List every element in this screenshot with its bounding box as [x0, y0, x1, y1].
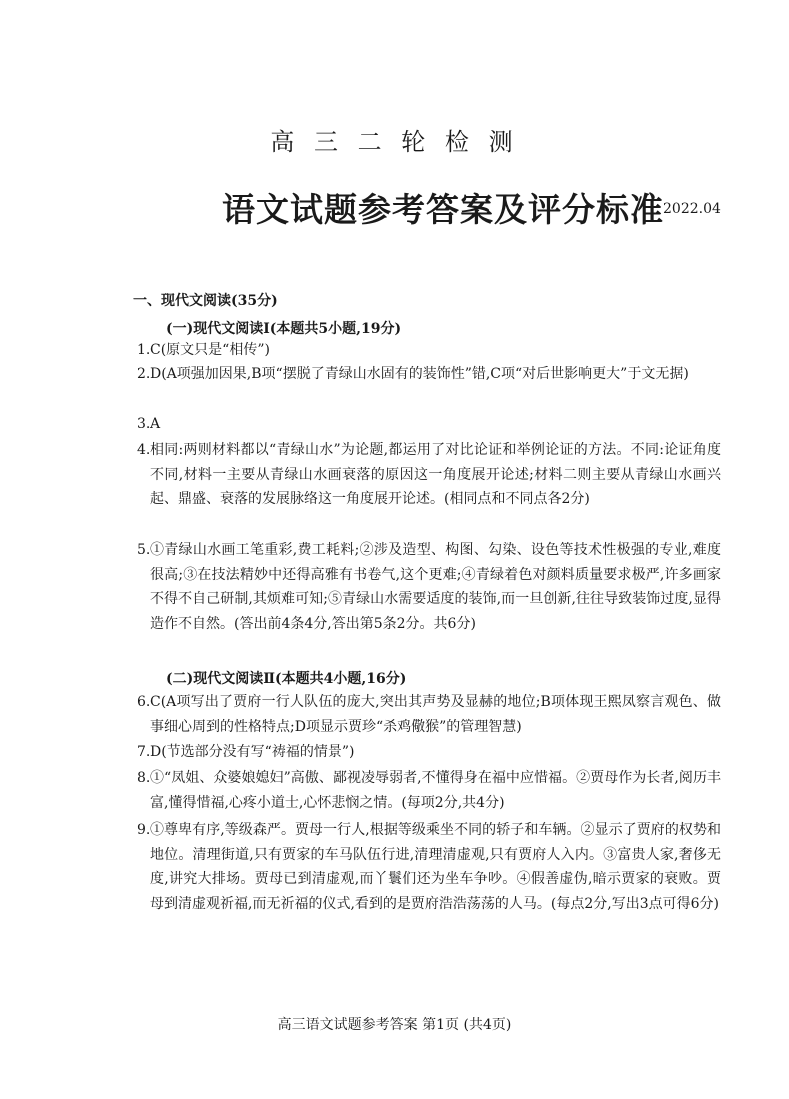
answer-text: D(A项强加因果,B项“摆脱了青绿山水固有的装饰性”错,C项“对后世影响更大”于文无据) — [150, 366, 689, 382]
answer-text: 相同:两则材料都以“青绿山水”为论题,都运用了对比论证和举例论证的方法。不同:论证角度不同,材料一主要从青绿山水画衰落的原因这一角度展开论述;材料二则主要从青绿山水画兴起、鼎盛、衰落的发展脉络这一角度展开论述。(相同点和不同点各2分) — [150, 442, 721, 507]
answer-text: C(A项写出了贾府一行人队伍的庞大,突出其声势及显赫的地位;B项体现王熙凤察言观色、做事细心周到的性格特点;D项显示贾珍“杀鸡儆猴”的管理智慧) — [150, 694, 721, 735]
answer-number: 9. — [137, 822, 151, 838]
answer-number: 2. — [137, 366, 151, 382]
answer-text: ①尊卑有序,等级森严。贾母一行人,根据等级乘坐不同的轿子和车辆。②显示了贾府的权势和地位。清理街道,只有贾家的车马队伍行进,清理清虚观,只有贾府人入内。③富贵人家,奢侈无度,讲究大排场。贾母已到清虚观,而丫鬟们还为坐车争吵。④假善虚伪,暗示贾家的衰败。贾母到清虚观祈福,而无祈福的仪式,看到的是贾府浩浩荡荡的人马。(每点2分,写出3点可得6分) — [150, 822, 721, 912]
answer-number: 4. — [137, 442, 151, 458]
part1-heading: (一)现代文阅读Ⅰ(本题共5小题,19分) — [166, 321, 402, 337]
answer-number: 1. — [137, 342, 151, 358]
answer-number: 7. — [137, 744, 151, 760]
document-date: 2022.04 — [663, 201, 721, 217]
document-title: 语文试题参考答案及评分标准 — [222, 190, 664, 229]
answer-item-2 — [137, 362, 721, 387]
answer-number: 8. — [137, 770, 151, 786]
answer-item-9 — [137, 818, 721, 916]
page-footer: 高三语文试题参考答案 第1页 (共4页) — [277, 1017, 512, 1033]
answer-text: ①青绿山水画工笔重彩,费工耗料;②涉及造型、构图、勾染、设色等技术性极强的专业,难度很高;③在技法精妙中还得高雅有书卷气,这个更难;④青绿着色对颜料质量要求极严,许多画家不得不自己研制,其烦难可知;⑤青绿山水需要适度的装饰,而一旦创新,往往导致装饰过度,显得造作不自然。(答出前4条4分,答出第5条2分。共6分) — [150, 542, 721, 632]
answer-text: ①“凤姐、众婆娘媳妇”高傲、鄙视凌辱弱者,不懂得身在福中应惜福。②贾母作为长者,阅历丰富,懂得惜福,心疼小道士,心怀悲悯之情。(每项2分,共4分) — [150, 770, 721, 811]
answer-text: C(原文只是“相传”) — [150, 342, 270, 358]
answer-number: 5. — [137, 542, 151, 558]
answer-number: 3. — [137, 416, 151, 432]
answer-item-3 — [137, 412, 721, 437]
answer-item-5 — [137, 538, 721, 636]
answer-item-1 — [137, 338, 721, 363]
answer-text: D(节选部分没有写“祷福的情景”) — [150, 744, 355, 760]
exam-subtitle: 高 三 二 轮 检 测 — [270, 128, 519, 156]
section-heading: 一、现代文阅读(35分) — [133, 293, 278, 309]
answer-item-4 — [137, 438, 721, 512]
answer-item-7 — [137, 740, 721, 765]
answer-number: 6. — [137, 694, 151, 710]
part2-heading: (二)现代文阅读Ⅱ(本题共4小题,16分) — [166, 671, 407, 687]
answer-text: A — [150, 416, 161, 432]
answer-item-8 — [137, 766, 721, 815]
answer-item-6 — [137, 690, 721, 739]
